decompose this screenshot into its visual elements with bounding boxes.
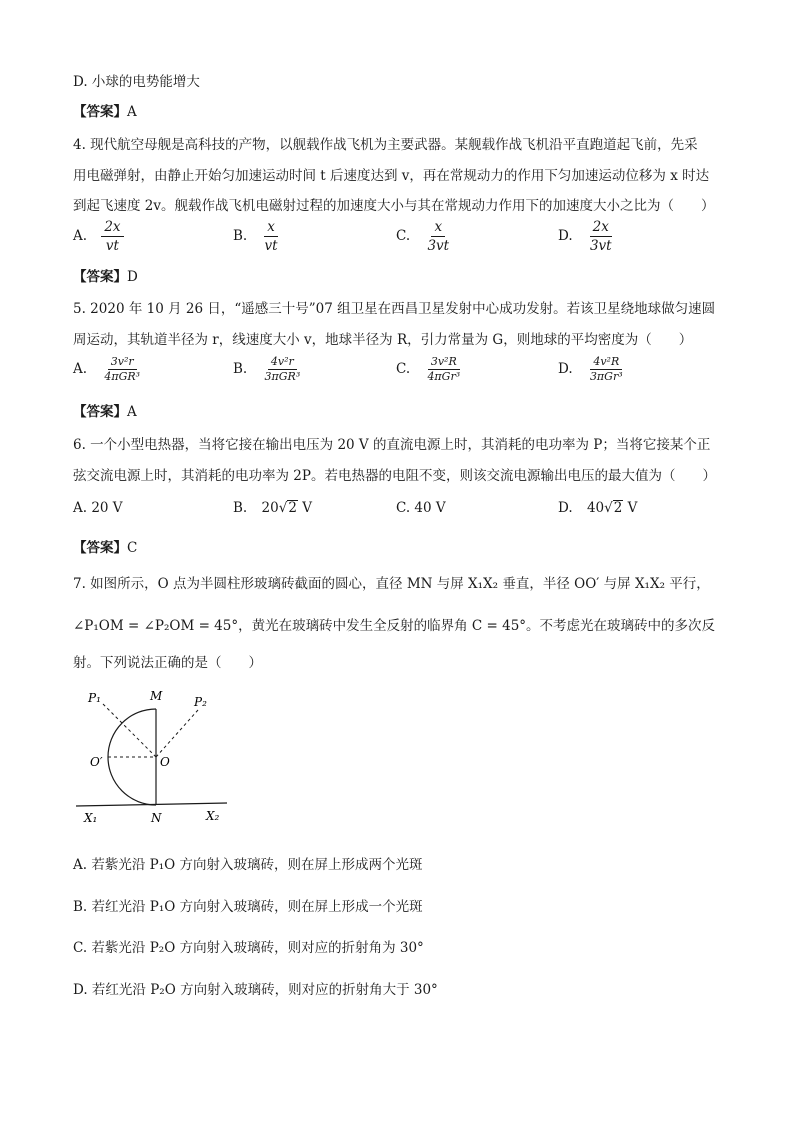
q7-option-c: C. 若紫光沿 P₂O 方向射入玻璃砖，则对应的折射角为 30°	[73, 940, 424, 956]
fraction	[587, 355, 626, 384]
fraction-denominator: 4πGr³	[427, 370, 461, 383]
fraction	[101, 218, 123, 255]
unit: V	[627, 500, 638, 516]
q6-option-d	[558, 500, 637, 516]
q6-text-line2: 弦交流电源上时，其消耗的电功率为 2P。若电热器的电阻不变，则该交流电源输出电压的最大值为（ ）	[73, 468, 716, 484]
fraction-denominator: 3vt	[589, 238, 612, 254]
q3-option-d: D. 小球的电势能增大	[73, 74, 200, 90]
fraction-denominator: 4πGR³	[104, 370, 141, 383]
fraction	[262, 218, 281, 255]
q4-text-line1: 4. 现代航空母舰是高科技的产物，以舰载作战飞机为主要武器。某舰载作战飞机沿平直跑道起飞前，先采	[73, 137, 698, 153]
answer-4	[73, 265, 138, 285]
sqrt-sign: √	[278, 500, 288, 516]
option-label: C.	[396, 361, 411, 377]
answer-value: D	[127, 269, 138, 285]
answer-value: A	[127, 404, 137, 420]
fraction-numerator: 4v²r	[268, 355, 297, 370]
label-x2: X₂	[206, 809, 220, 823]
q5-option-c	[396, 355, 463, 384]
fraction-numerator: 3v²R	[428, 355, 460, 370]
option-label: A.	[73, 361, 88, 377]
fraction	[587, 218, 615, 255]
option-label: D.	[558, 361, 573, 377]
fraction	[262, 355, 304, 384]
radicand: 2	[288, 500, 297, 516]
q7-text-line3: 射。下列说法正确的是（ ）	[73, 655, 262, 671]
option-label: C.	[396, 228, 411, 244]
label-p1: P₁	[88, 691, 101, 705]
q6-text-line1: 6. 一个小型电热器，当将它接在输出电压为 20 V 的直流电源上时，其消耗的电功率为 P；当将它接某个正	[73, 437, 711, 453]
fraction-denominator: 3πGR³	[264, 370, 301, 383]
fraction	[424, 218, 452, 255]
answer-value: C	[127, 540, 138, 556]
option-label: A.	[73, 228, 88, 244]
q4-text-line2: 用电磁弹射，由静止开始匀加速运动时间 t 后速度达到 v，再在常规动力的作用下匀加速运动位移为 x 时达	[73, 168, 710, 184]
fraction-numerator: 4v²R	[590, 355, 622, 370]
label-o: O	[160, 755, 170, 769]
answer-3	[73, 100, 137, 120]
q5-option-d	[558, 355, 626, 384]
option-label: D.	[558, 228, 573, 244]
fraction-numerator: 2x	[101, 218, 123, 237]
q7-option-b: B. 若红光沿 P₁O 方向射入玻璃砖，则在屏上形成一个光斑	[73, 899, 423, 915]
label-x1: X₁	[84, 811, 98, 825]
option-label: B.	[233, 228, 248, 244]
option-label: D.	[558, 500, 573, 516]
radicand: 2	[613, 500, 623, 516]
screen-x1x2	[76, 803, 227, 806]
answer-value: A	[127, 104, 137, 120]
fraction-numerator: 3v²r	[108, 355, 137, 370]
label-n: N	[151, 811, 162, 825]
answer-5	[73, 400, 137, 420]
ray-p2-o	[156, 710, 198, 757]
q4-text-line3: 到起飞速度 2v。舰载作战飞机电磁射过程的加速度大小与其在常规动力作用下的加速度大小之比为（ ）	[73, 198, 715, 214]
q4-option-d	[558, 218, 615, 255]
fraction-denominator: vt	[264, 238, 278, 254]
unit: V	[302, 500, 312, 516]
fraction-denominator: vt	[105, 238, 119, 254]
option-label: B.	[233, 361, 248, 377]
answer-label: 【答案】	[73, 104, 127, 120]
option-label: B.	[233, 500, 248, 516]
fraction-numerator: x	[431, 218, 445, 237]
coefficient: 40	[586, 500, 605, 516]
fraction-denominator: 3vt	[427, 238, 450, 254]
q7-option-d: D. 若红光沿 P₂O 方向射入玻璃砖，则对应的折射角大于 30°	[73, 982, 438, 998]
fraction	[424, 355, 463, 384]
q4-option-a	[73, 218, 124, 255]
q5-text-line2: 周运动，其轨道半径为 r，线速度大小 v，地球半径为 R，引力常量为 G，则地球的平均密度为（ ）	[73, 332, 693, 348]
answer-label: 【答案】	[73, 404, 127, 420]
fraction-numerator: 2x	[590, 218, 612, 237]
fraction-denominator: 3πGr³	[589, 370, 623, 383]
label-p2: P₂	[194, 695, 207, 709]
q5-option-b	[233, 355, 303, 384]
answer-6	[73, 536, 137, 556]
label-m: M	[150, 689, 163, 703]
q7-text-line2: ∠P₁OM = ∠P₂OM = 45°，黄光在玻璃砖中发生全反射的临界角 C = 45°。不考虑光在玻璃砖中的多次反	[73, 618, 716, 634]
q7-option-a: A. 若紫光沿 P₁O 方向射入玻璃砖，则在屏上形成两个光斑	[73, 857, 423, 873]
q5-text-line1: 5. 2020 年 10 月 26 日，“遥感三十号”07 组卫星在西昌卫星发射中心成功发射。若该卫星绕地球做匀速圆	[73, 301, 716, 317]
q4-option-b	[233, 218, 281, 255]
q7-text-line1: 7. 如图所示，O 点为半圆柱形玻璃砖截面的圆心，直径 MN 与屏 X₁X₂ 垂直，半径 OO′ 与屏 X₁X₂ 平行，	[73, 576, 710, 592]
coefficient: 20	[261, 500, 279, 516]
q6-option-b	[233, 500, 312, 516]
answer-label: 【答案】	[73, 269, 127, 285]
q4-option-c	[396, 218, 452, 255]
ray-p1-o	[103, 704, 156, 757]
fraction	[101, 355, 143, 384]
q5-option-a	[73, 355, 143, 384]
q6-option-a: A. 20 V	[73, 500, 123, 516]
fraction-numerator: x	[264, 218, 278, 237]
label-o-prime: O′	[90, 755, 103, 769]
answer-label: 【答案】	[73, 540, 127, 556]
optics-diagram	[70, 680, 240, 825]
q6-option-c: C. 40 V	[396, 500, 446, 516]
sqrt-sign: √	[604, 500, 613, 516]
